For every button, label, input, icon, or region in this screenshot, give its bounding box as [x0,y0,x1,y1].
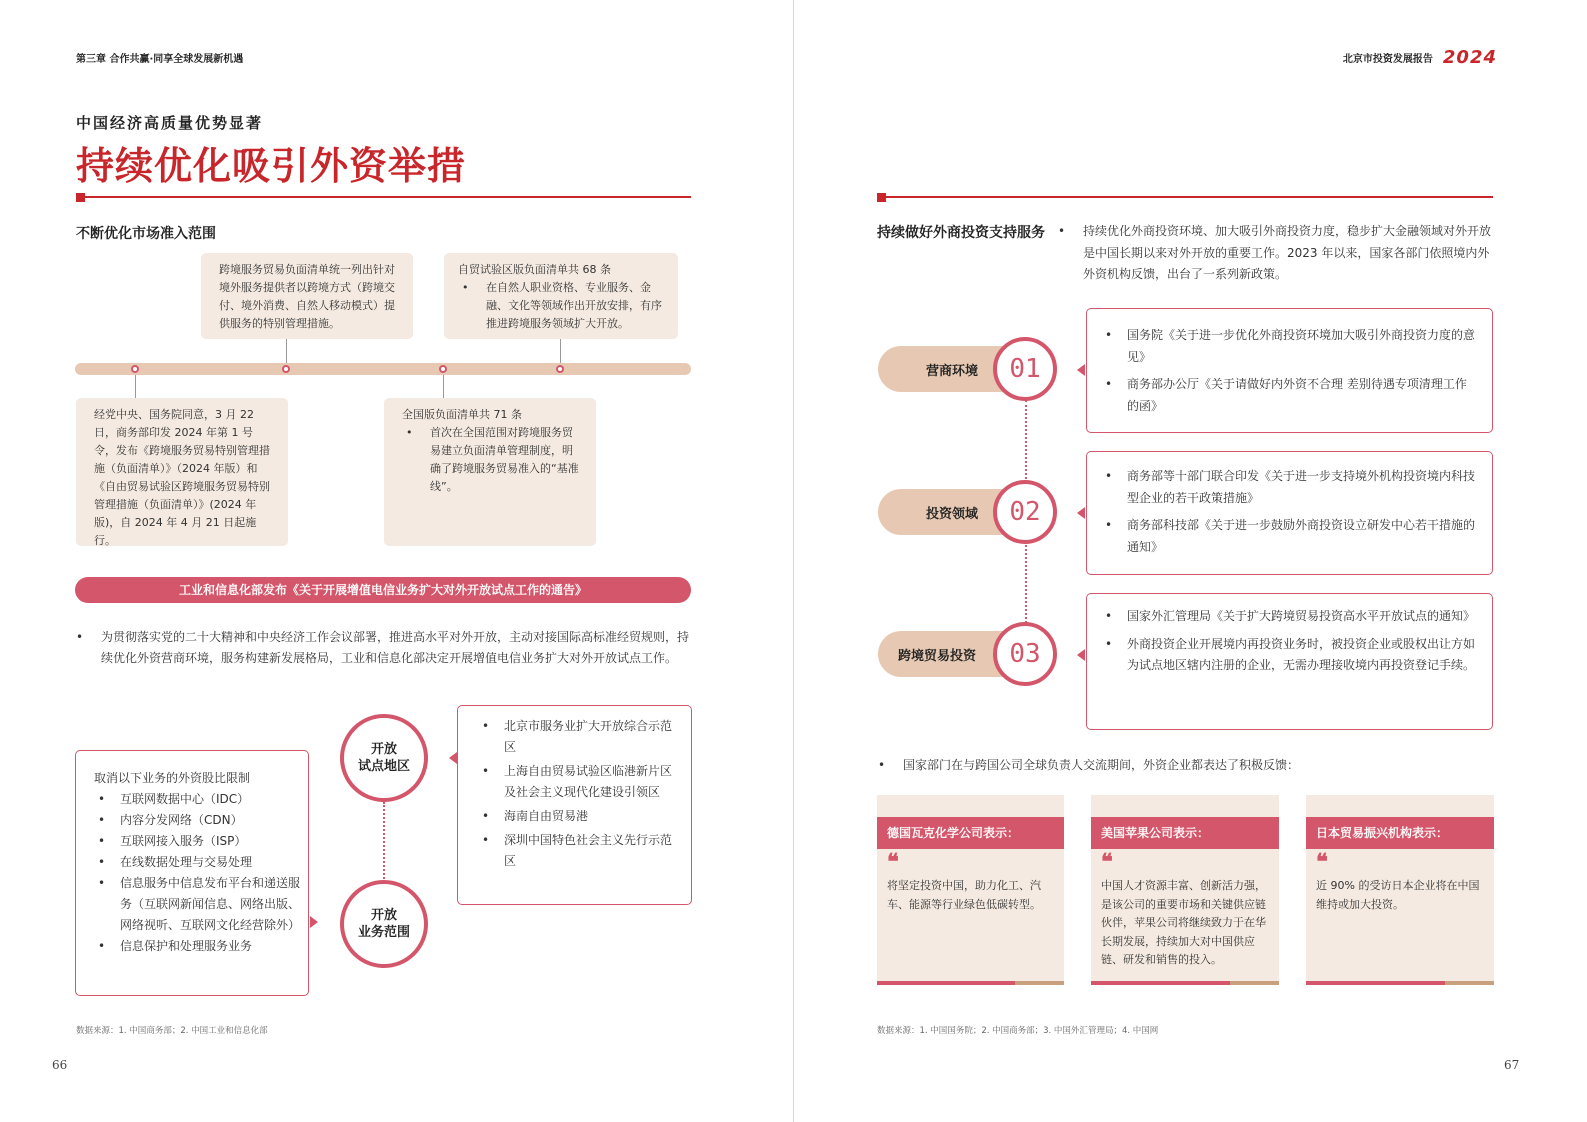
page-title: 持续优化吸引外资举措 [76,144,467,188]
note-bottom-left [76,398,288,546]
list-item: • 内容分发网络（CDN） [94,810,300,831]
note-top-right-title: 自贸试验区版负面清单共 68 条 [458,263,611,276]
list-item: • 商务部办公厅《关于请做好内外资不合理 差别待遇专项清理工作的函》 [1101,374,1478,417]
feedback-card [877,795,1064,985]
card-body: 近 90% 的受访日本企业将在中国维持或加大投资。 [1316,879,1480,911]
pilot-areas-box [457,705,692,905]
pointer-arrow [449,752,457,764]
report-name: 北京市投资发展报告 [1342,54,1433,65]
card-body: 中国人才资源丰富、创新活力强，是该公司的重要市场和关键供应链伙伴，苹果公司将继续致力于在华长期发展，持续加大对中国供应链、研发和销售的投入。 [1101,879,1266,966]
policy-paragraph-text: 为贯彻落实党的二十大精神和中央经济工作会议部署，推进高水平对外开放，主动对接国际高标准经贸规则，持续优化外资营商环境，服务构建新发展格局，工业和信息化部决定开展增值电信业务扩大对外开放试点工作。 [101,630,690,665]
item-number-circle [993,622,1057,686]
card-title: 美国苹果公司表示： [1091,817,1279,849]
circle-label: 开放 [370,908,397,923]
page-number: 66 [52,1058,68,1072]
pointer-arrow [1077,507,1085,519]
list-item: • 信息保护和处理服务业务 [94,936,300,957]
card-bar [1091,981,1279,985]
item-number: 01 [1009,354,1041,384]
list-item: • 国务院《关于进一步优化外商投资环境加大吸引外商投资力度的意见》 [1101,325,1478,368]
list-item: • 外商投资企业开展境内再投资业务时，被投资企业或股权出让方如为试点地区辖内注册的企业，无需办理接收境内再投资登记手续。 [1101,634,1478,677]
intro-text: 持续优化外商投资环境、加大吸引外商投资力度，稳步扩大金融领域对外开放是中国长期以来对外开放的重要工作。2023 年以来，国家各部门依照境内外外资机构反馈，出台了一系列新政策。 [1083,224,1492,281]
note-bottom-right-bullet: • 首次在全国范围对跨境服务贸易建立负面清单管理制度，明确了跨境服务贸易准入的“基准线”。 [402,424,582,496]
circle-label: 业务范围 [357,925,410,940]
note-top-left-text: 跨境服务贸易负面清单统一列出针对境外服务提供者以跨境方式（跨境交付、境外消费、自然人移动模式）提供服务的特别管理措施。 [219,263,395,330]
source-note: 数据来源：1. 中国商务部；2. 中国工业和信息化部 [76,1026,268,1036]
bullet: • [1058,224,1066,238]
item-label: 跨境贸易投资 [898,648,977,664]
quote-icon: ❝ [1101,849,1113,875]
business-scope-circle [340,880,428,968]
item-number: 02 [1009,497,1041,527]
note-bottom-right-title: 全国版负面清单共 71 条 [402,408,522,421]
circle-label: 试点地区 [357,759,410,774]
list-item: • 北京市服务业扩大开放综合示范区 [478,716,681,758]
note-bottom-left-text: 经党中央、国务院同意，3 月 22 日，商务部印发 2024 年第 1 号令，发布《跨境服务贸易特别管理措施（负面清单）》（2024 年版）和《自由贸易试验区跨境服务贸易特别管理措施（负面清单）》(2024 年版)，自 2024 年 4 月 21 日起施行。 [94,408,270,547]
section-heading: 不断优化市场准入范围 [76,226,216,242]
right-page [794,0,1587,1122]
quote-icon: ❝ [887,849,899,875]
item-box [1086,593,1493,730]
circle-label: 开放 [370,742,397,757]
kicker: 中国经济高质量优势显著 [76,114,264,132]
pointer-arrow [310,916,318,928]
policy-banner: 工业和信息化部发布《关于开展增值电信业务扩大对外开放试点工作的通告》 [75,577,691,603]
list-item: • 商务部科技部《关于进一步鼓励外商投资设立研发中心若干措施的通知》 [1101,515,1478,558]
source-note: 数据来源：1. 中国国务院；2. 中国商务部；3. 中国外汇管理局；4. 中国网 [877,1026,1159,1036]
list-item: • 上海自由贸易试验区临港新片区及社会主义现代化建设引领区 [478,761,681,803]
timeline-dot [282,365,290,373]
page-number: 67 [1504,1058,1520,1072]
business-scope-title: 取消以下业务的外资股比限制 [94,771,251,785]
note-bottom-right [384,398,596,546]
item-number-circle [993,337,1057,401]
intro-paragraph [1058,221,1494,286]
card-bar [1306,981,1494,985]
item-number-circle [993,480,1057,544]
list-item: • 深圳中国特色社会主义先行示范区 [478,830,681,872]
list-item: • 互联网接入服务（ISP） [94,831,300,852]
business-scope-box [75,750,309,996]
item-box [1086,308,1493,433]
item-number: 03 [1009,639,1041,669]
pointer-arrow [1077,364,1085,376]
dotted-connector [383,802,385,890]
timeline-dot [439,365,447,373]
timeline-dot [131,365,139,373]
item-box [1086,451,1493,575]
timeline-bar [75,363,691,375]
card-body: 将坚定投资中国，助力化工、汽车、能源等行业绿色低碳转型。 [887,879,1041,911]
connector [135,371,136,398]
note-top-right [444,253,678,339]
feedback-intro [878,755,1494,776]
note-top-right-bullet: • 在自然人职业资格、专业服务、金融、文化等领域作出开放安排，有序推进跨境服务领域扩大开放。 [458,279,664,333]
left-page [0,0,793,1122]
bullet: • [878,758,886,772]
list-item: • 在线数据处理与交易处理 [94,852,300,873]
card-bar [877,981,1064,985]
item-label: 营商环境 [926,363,979,379]
section-heading: 持续做好外商投资支持服务 [877,225,1045,241]
list-item: • 互联网数据中心（IDC） [94,789,300,810]
feedback-card [1091,795,1279,985]
item-label: 投资领域 [926,506,979,522]
card-title: 日本贸易振兴机构表示： [1306,817,1494,849]
bullet: • [76,630,84,644]
report-year: 2024 [1442,47,1497,68]
feedback-intro-text: 国家部门在与跨国公司全球负责人交流期间，外资企业都表达了积极反馈： [903,758,1300,772]
card-title: 德国瓦克化学公司表示： [877,817,1064,849]
note-top-left [201,253,413,339]
list-item: • 国家外汇管理局《关于扩大跨境贸易投资高水平开放试点的通知》 [1101,606,1478,628]
list-item: • 商务部等十部门联合印发《关于进一步支持境外机构投资境内科技型企业的若干政策措施》 [1101,466,1478,509]
policy-paragraph [76,627,692,669]
quote-icon: ❝ [1316,849,1328,875]
report-header [1343,47,1497,68]
feedback-card [1306,795,1494,985]
timeline-dot [556,365,564,373]
list-item: • 信息服务中信息发布平台和递送服务（互联网新闻信息、网络出版、网络视听、互联网文化经营除外） [94,873,300,936]
pilot-areas-circle [340,714,428,802]
connector [443,371,444,398]
title-rule [76,196,691,198]
pointer-arrow [1077,649,1085,661]
title-rule [877,196,1493,198]
list-item: • 海南自由贸易港 [478,806,681,827]
chapter-header: 第三章 合作共赢·同享全球发展新机遇 [76,54,244,65]
